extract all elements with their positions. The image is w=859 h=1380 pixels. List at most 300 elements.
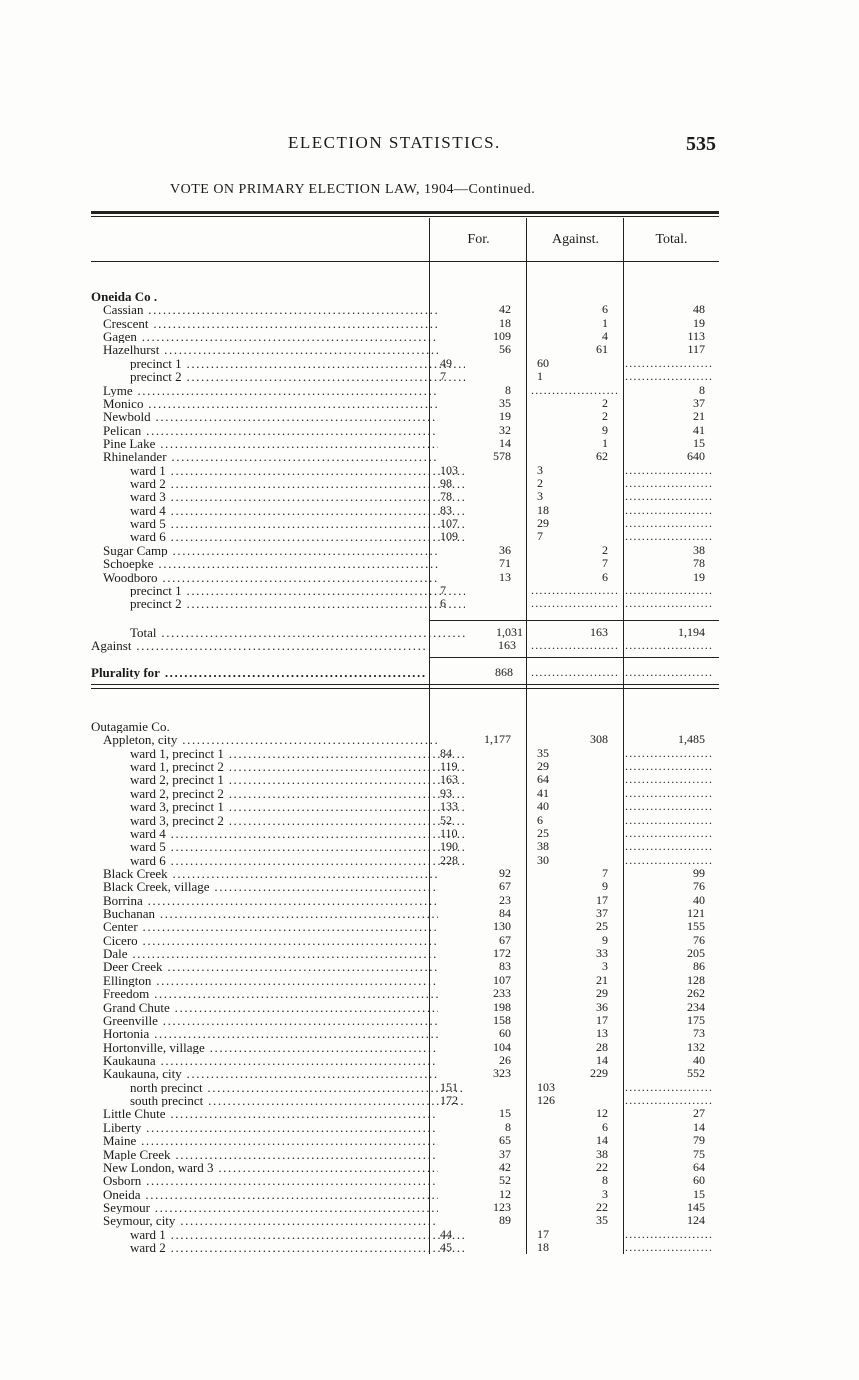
row-label: Ellington ..... [91,974,438,987]
for-value: 172 [493,946,511,961]
row-label: Appleton, city ..... [91,733,438,746]
against-value: 6 [602,1119,608,1134]
table-row [91,1228,719,1241]
total-value: 155 [687,919,705,934]
row-label: Cicero ..... [91,934,438,947]
table-row [91,424,719,437]
section-double-rule-1 [91,684,719,685]
for-subvalue: 109 [440,529,458,544]
total-row [91,626,719,639]
total-value: 15 [693,435,705,450]
total-dots [625,639,713,652]
total-value: 38 [693,542,705,557]
table-row [91,504,719,517]
against-value: 7 [602,556,608,571]
county-name: Outagamie Co. [91,720,170,734]
row-label: Kaukauna ..... [91,1054,438,1067]
table-row [91,597,719,610]
outagamie-rows [91,733,719,1254]
table-row [91,330,719,343]
against-value: 1 [602,435,608,450]
total-dots [625,504,713,517]
total-dots [625,1241,713,1254]
total-value: 40 [693,1052,705,1067]
row-label: Seymour, city ..... [91,1214,438,1227]
table-row [91,907,719,920]
for-value: 107 [493,972,511,987]
total-value: 145 [687,1199,705,1214]
total-dots [625,530,713,543]
for-subvalue: 110 [440,825,458,840]
column-header-total: Total. [655,232,688,247]
row-label: ward 5 ..... [91,517,465,530]
table-row [91,854,719,867]
total-value: 64 [693,1159,705,1174]
row-label: Center ..... [91,920,438,933]
against-value: 61 [596,342,608,357]
for-value: 13 [499,569,511,584]
row-label: ward 1 ..... [91,1228,465,1241]
outagamie-county-section [91,720,719,1254]
plurality-total-dots [625,666,713,679]
row-label: ward 5 ..... [91,840,465,853]
total-dots [625,814,713,827]
top-rule-thin [91,216,719,217]
for-subvalue: 103 [440,462,458,477]
plurality-value: 868 [495,665,513,679]
row-label: Deer Creek ..... [91,960,438,973]
total-against: 163 [590,625,608,639]
table-row [91,437,719,450]
row-label: Newbold ..... [91,410,438,423]
row-label: Rhinelander ..... [91,450,438,463]
table-row [91,1041,719,1054]
total-value: 15 [693,1186,705,1201]
against-subvalue: 25 [537,825,549,840]
for-value: 67 [499,932,511,947]
against-value: 9 [602,879,608,894]
against-value: 17 [596,1012,608,1027]
row-label: Kaukauna, city ..... [91,1067,438,1080]
against-subvalue: 18 [537,502,549,517]
plurality-against-dots [531,666,617,679]
for-value: 23 [499,892,511,907]
for-subvalue: 49 [440,355,452,370]
table-row [91,464,719,477]
top-double-rule [91,211,719,214]
table-row [91,1081,719,1094]
row-label: Oneida ..... [91,1188,438,1201]
row-label: Hortonville, village ..... [91,1041,438,1054]
row-label: Black Creek ..... [91,867,438,880]
plurality-rule [430,657,719,658]
table-row [91,490,719,503]
for-subvalue: 7 [440,369,446,384]
against-subvalue: 38 [537,839,549,854]
against-value: 28 [596,1039,608,1054]
total-dots [625,854,713,867]
total-dots [625,597,713,610]
for-value: 15 [499,1106,511,1121]
against-value: 35 [596,1213,608,1228]
against-value: 25 [596,919,608,934]
row-label: Pine Lake ..... [91,437,438,450]
table-row [91,947,719,960]
total-value: 117 [687,342,705,357]
table-row [91,410,719,423]
against-subvalue: 6 [537,812,543,827]
table-row [91,747,719,760]
row-label: ward 6 ..... [91,530,465,543]
for-subvalue: 78 [440,489,452,504]
table-row [91,1001,719,1014]
table-row [91,1094,719,1107]
row-label: New London, ward 3 ..... [91,1161,438,1174]
against-subvalue: 1 [537,369,543,384]
total-dots [625,760,713,773]
against-value: 4 [602,329,608,344]
oneida-totals [91,626,719,653]
row-label: Sugar Camp ..... [91,544,438,557]
against-subvalue: 7 [537,529,543,544]
for-value: 60 [499,1026,511,1041]
table-row [91,317,719,330]
table-row [91,1121,719,1134]
total-value: 78 [693,556,705,571]
table-row [91,760,719,773]
for-value: 18 [499,315,511,330]
table-row [91,1214,719,1227]
for-value: 14 [499,435,511,450]
for-subvalue: 133 [440,799,458,814]
row-label: ward 2 ..... [91,477,465,490]
row-label: Freedom ..... [91,987,438,1000]
table-row [91,1134,719,1147]
total-value: 14 [693,1119,705,1134]
against-value: 3 [602,959,608,974]
for-subvalue: 228 [440,852,458,867]
table-row [91,827,719,840]
for-subvalue: 151 [440,1079,458,1094]
against-subvalue: 126 [537,1093,555,1108]
for-value: 8 [505,382,511,397]
row-label: Seymour ..... [91,1201,438,1214]
total-dots [625,827,713,840]
against-value: 2 [602,409,608,424]
table-row [91,987,719,1000]
total-value: 132 [687,1039,705,1054]
for-subvalue: 190 [440,839,458,854]
against-value: 36 [596,999,608,1014]
total-value: 8 [699,382,705,397]
row-label: ward 4 ..... [91,827,465,840]
total-dots [625,584,713,597]
for-subvalue: 119 [440,759,458,774]
for-value: 89 [499,1213,511,1228]
against-value: 62 [596,449,608,464]
against-subvalue: 29 [537,759,549,774]
oneida-rows [91,303,719,610]
for-subvalue: 84 [440,745,452,760]
row-label: ward 1, precinct 1 ..... [91,747,465,760]
total-value: 76 [693,879,705,894]
total-dots [625,477,713,490]
total-dots [625,464,713,477]
for-value: 67 [499,879,511,894]
row-label: ward 1 ..... [91,464,465,477]
against-subvalue: 64 [537,772,549,787]
row-label: south precinct ..... [91,1094,465,1107]
table-row [91,974,719,987]
county-name: Oneida Co . [91,290,158,304]
row-label: ward 3 ..... [91,490,465,503]
row-label: Cassian ..... [91,303,438,316]
against-subvalue: 3 [537,462,543,477]
column-header-for: For. [467,232,490,247]
total-dots [625,1228,713,1241]
total-dots [625,840,713,853]
page-header-title: ELECTION STATISTICS. [288,133,501,152]
total-value: 262 [687,986,705,1001]
row-label: north precinct ..... [91,1081,465,1094]
total-value: 113 [687,329,705,344]
against-value: 308 [590,732,608,747]
row-label: precinct 1 ..... [91,584,465,597]
against-subvalue: 40 [537,799,549,814]
against-row [91,639,719,652]
against-value: 17 [596,892,608,907]
plurality-label: Plurality for ..... [91,666,426,679]
total-value: 19 [693,569,705,584]
column-header-against: Against. [551,232,600,247]
for-value: 71 [499,556,511,571]
row-label: Pelican ..... [91,424,438,437]
against-dots [531,584,617,597]
against-value: 2 [602,395,608,410]
total-value: 640 [687,449,705,464]
row-label: precinct 2 ..... [91,370,465,383]
for-subvalue: 93 [440,785,452,800]
for-value: 37 [499,1146,511,1161]
row-label: Liberty ..... [91,1121,438,1134]
against-subvalue: 29 [537,516,549,531]
for-subvalue: 98 [440,476,452,491]
table-row [91,517,719,530]
total-dots [625,787,713,800]
against-value: 14 [596,1133,608,1148]
table-row [91,343,719,356]
for-value: 578 [493,449,511,464]
for-value: 52 [499,1173,511,1188]
against-subvalue: 2 [537,476,543,491]
against-subvalue: 3 [537,489,543,504]
total-value: 205 [687,946,705,961]
row-label: Little Chute ..... [91,1107,438,1120]
total-value: 48 [693,302,705,317]
row-label: precinct 2 ..... [91,597,465,610]
table-row [91,303,719,316]
total-dots [625,747,713,760]
row-label: ward 3, precinct 1 ..... [91,800,465,813]
oneida-total-rule [430,620,719,621]
row-label: Maine ..... [91,1134,438,1147]
table-row [91,1241,719,1254]
against-dots [531,639,617,652]
total-dots [625,490,713,503]
against-value: 12 [596,1106,608,1121]
for-value: 42 [499,302,511,317]
for-value: 83 [499,959,511,974]
for-value: 323 [493,1066,511,1081]
table-row [91,1201,719,1214]
table-row [91,1014,719,1027]
for-subvalue: 172 [440,1093,458,1108]
table-row [91,934,719,947]
table-row [91,384,719,397]
row-label: Buchanan ..... [91,907,438,920]
for-subvalue: 45 [440,1240,452,1255]
total-value: 21 [693,409,705,424]
table-row [91,357,719,370]
table-row [91,1027,719,1040]
for-value: 92 [499,865,511,880]
total-value: 76 [693,932,705,947]
row-label: ward 4 ..... [91,504,465,517]
against-value: 22 [596,1159,608,1174]
against-value: 37 [596,906,608,921]
total-dots [625,800,713,813]
row-label: Black Creek, village ..... [91,880,438,893]
total-value: 121 [687,906,705,921]
against-value: 13 [596,1026,608,1041]
for-subvalue: 163 [440,772,458,787]
row-label: precinct 1 ..... [91,357,465,370]
for-value: 158 [493,1012,511,1027]
total-value: 27 [693,1106,705,1121]
against-value: 3 [602,1186,608,1201]
for-value: 233 [493,986,511,1001]
row-label: Gagen ..... [91,330,438,343]
against-value: 1 [602,315,608,330]
total-value: 1,485 [678,732,705,747]
for-value: 1,177 [484,732,511,747]
for-subvalue: 52 [440,812,452,827]
table-row [91,733,719,746]
table-row [91,1054,719,1067]
for-value: 19 [499,409,511,424]
total-value: 37 [693,395,705,410]
row-label: Woodboro ..... [91,571,438,584]
against-value: 21 [596,972,608,987]
row-label: Borrina ..... [91,894,438,907]
against-value: 14 [596,1052,608,1067]
for-subvalue: 83 [440,502,452,517]
header-bottom-rule [91,261,719,262]
total-for: 1,031 [496,625,523,639]
against-value: 7 [602,865,608,880]
total-value: 19 [693,315,705,330]
oneida-county-section [91,290,719,611]
table-row [91,1067,719,1080]
against-value: 33 [596,946,608,961]
against-value: 6 [602,302,608,317]
row-label: Hortonia ..... [91,1027,438,1040]
for-value: 35 [499,395,511,410]
for-value: 84 [499,906,511,921]
row-label: Osborn ..... [91,1174,438,1187]
for-value: 65 [499,1133,511,1148]
against-dots [531,597,617,610]
total-label: Total ..... [91,626,465,639]
against-value: 22 [596,1199,608,1214]
for-value: 130 [493,919,511,934]
table-title: VOTE ON PRIMARY ELECTION LAW, 1904—Continued. [170,182,536,197]
against-value: 6 [602,569,608,584]
for-value: 198 [493,999,511,1014]
for-subvalue: 107 [440,516,458,531]
total-value: 552 [687,1066,705,1081]
for-value: 12 [499,1186,511,1201]
total-value: 60 [693,1173,705,1188]
row-label: Grand Chute ..... [91,1001,438,1014]
table-row [91,450,719,463]
page-number: 535 [686,133,716,155]
against-subvalue: 41 [537,785,549,800]
against-value: 29 [596,986,608,1001]
for-subvalue: 44 [440,1226,452,1241]
against-subvalue: 18 [537,1240,549,1255]
against-value: 9 [602,422,608,437]
total-value: 79 [693,1133,705,1148]
total-value: 124 [687,1213,705,1228]
for-subvalue: 7 [440,582,446,597]
row-label: Lyme ..... [91,384,438,397]
for-subvalue: 6 [440,596,446,611]
total-dots [625,1094,713,1107]
against-subvalue: 17 [537,1226,549,1241]
row-label: ward 2, precinct 1 ..... [91,773,465,786]
total-dots [625,370,713,383]
total-dots [625,1081,713,1094]
total-dots [625,357,713,370]
against-subvalue: 35 [537,745,549,760]
total-value: 41 [693,422,705,437]
for-value: 36 [499,542,511,557]
for-value: 109 [493,329,511,344]
table-row [91,880,719,893]
against-value: 9 [602,932,608,947]
table-row [91,840,719,853]
for-value: 32 [499,422,511,437]
table-row [91,397,719,410]
total-value: 73 [693,1026,705,1041]
table-row [91,584,719,597]
total-value: 99 [693,865,705,880]
against-value: 2 [602,542,608,557]
plurality-section [91,666,719,679]
row-label: Schoepke ..... [91,557,438,570]
row-label: ward 3, precinct 2 ..... [91,814,465,827]
against-value: 38 [596,1146,608,1161]
table-row [91,800,719,813]
plurality-row [91,666,719,679]
against-label: Against ..... [91,639,426,652]
table-row [91,894,719,907]
table-row [91,814,719,827]
for-value: 104 [493,1039,511,1054]
row-label: Monico ..... [91,397,438,410]
total-value: 86 [693,959,705,974]
